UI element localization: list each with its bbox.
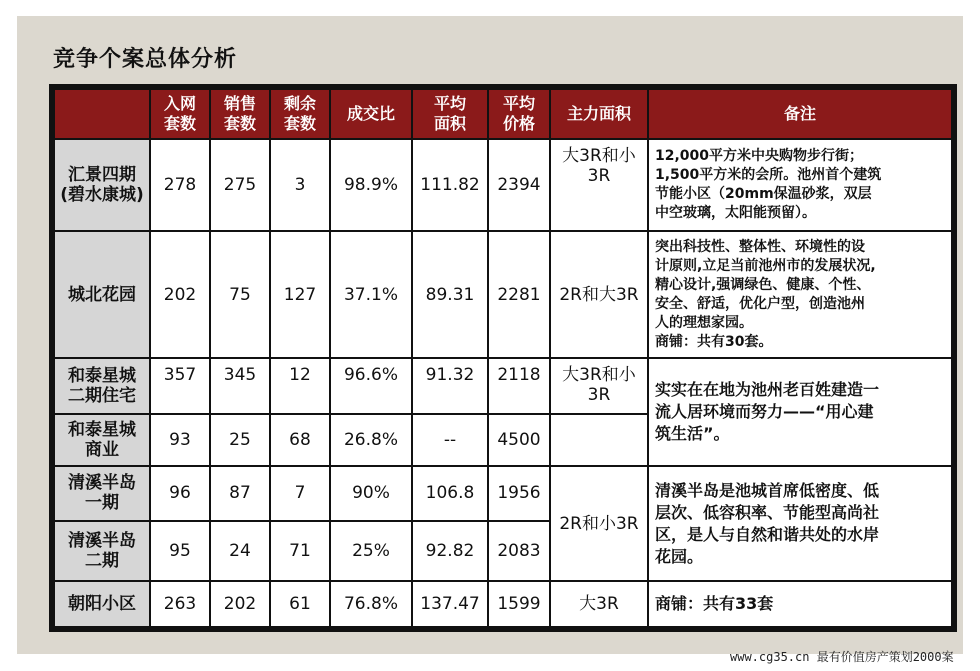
- cell-net: 96: [150, 466, 210, 520]
- cell-main-area: 大3R和小3R: [550, 139, 648, 231]
- table-row: [54, 139, 952, 231]
- header-note: 备注: [648, 89, 952, 139]
- cell-net: 263: [150, 581, 210, 627]
- cell-sold: 202: [210, 581, 270, 627]
- cell-ratio: 37.1%: [330, 231, 412, 358]
- note-line: 流人居环境而努力——“用心建: [655, 402, 874, 422]
- cell-ratio: 26.8%: [330, 414, 412, 466]
- header-left: 剩余 套数: [270, 89, 330, 139]
- cell-main-area: 大3R和小3R: [550, 358, 648, 414]
- note-line: 花园。: [655, 546, 704, 566]
- table-row: [54, 231, 952, 358]
- cell-ratio: 76.8%: [330, 581, 412, 627]
- note-line: 清溪半岛是池城首席低密度、低: [655, 480, 880, 500]
- note-line: 1,500平方米的会所。池州首个建筑: [655, 167, 882, 184]
- cell-area: 91.32: [412, 358, 488, 414]
- slide: [17, 16, 963, 654]
- table-row: [54, 358, 952, 414]
- cell-area: 137.47: [412, 581, 488, 627]
- cell-note-merged: [648, 466, 952, 580]
- cell-main-area: 大3R: [550, 581, 648, 627]
- cell-price: 2394: [488, 139, 550, 231]
- project-name: 清溪半岛 二期: [54, 521, 150, 581]
- note-line: 层次、低容积率、节能型高尚社: [655, 502, 880, 522]
- cell-area: 92.82: [412, 521, 488, 581]
- cell-area: 89.31: [412, 231, 488, 358]
- header-net: 入网 套数: [150, 89, 210, 139]
- cell-net: 93: [150, 414, 210, 466]
- project-name: 城北花园: [54, 231, 150, 358]
- cell-sold: 345: [210, 358, 270, 414]
- project-name: 汇景四期 (碧水康城): [54, 139, 150, 231]
- note-line: 12,000平方米中央购物步行街；: [655, 148, 864, 165]
- competition-table: [49, 84, 957, 632]
- project-name: 朝阳小区: [54, 581, 150, 627]
- cell-main-area-merged: 2R和小3R: [550, 466, 648, 580]
- project-name: 和泰星城 商业: [54, 414, 150, 466]
- cell-left: 3: [270, 139, 330, 231]
- cell-main-area-empty: [550, 414, 648, 466]
- cell-net: 357: [150, 358, 210, 414]
- header-area: 平均 面积: [412, 89, 488, 139]
- table-row: [54, 466, 952, 520]
- cell-price: 1599: [488, 581, 550, 627]
- table-row: [54, 581, 952, 627]
- cell-sold: 275: [210, 139, 270, 231]
- header-price: 平均 价格: [488, 89, 550, 139]
- note-line: 筑生活”。: [655, 424, 730, 444]
- cell-area: 106.8: [412, 466, 488, 520]
- note-line: 商铺：共有33套: [655, 593, 774, 613]
- project-name: 清溪半岛 一期: [54, 466, 150, 520]
- note-line: 中空玻璃，太阳能预留）。: [655, 205, 816, 222]
- cell-ratio: 25%: [330, 521, 412, 581]
- cell-left: 68: [270, 414, 330, 466]
- cell-ratio: 90%: [330, 466, 412, 520]
- cell-price: 1956: [488, 466, 550, 520]
- page-title: 竞争个案总体分析: [53, 47, 238, 72]
- cell-note: [648, 231, 952, 358]
- cell-left: 71: [270, 521, 330, 581]
- cell-main-area: 2R和大3R: [550, 231, 648, 358]
- footer-watermark: www.cg35.cn 最有价值房产策划2000案: [730, 650, 954, 664]
- cell-net: 95: [150, 521, 210, 581]
- note-line: 实实在在地为池州老百姓建造一: [655, 380, 880, 400]
- cell-sold: 25: [210, 414, 270, 466]
- header-row: [54, 89, 952, 139]
- project-name: 和泰星城 二期住宅: [54, 358, 150, 414]
- cell-left: 61: [270, 581, 330, 627]
- note-line: 节能小区（20mm保温砂浆，双层: [655, 186, 872, 203]
- cell-net: 278: [150, 139, 210, 231]
- note-line: 安全、舒适，优化户型，创造池州: [655, 295, 865, 312]
- cell-sold: 87: [210, 466, 270, 520]
- cell-ratio: 96.6%: [330, 358, 412, 414]
- cell-net: 202: [150, 231, 210, 358]
- header-main-area: 主力面积: [550, 89, 648, 139]
- cell-area: 111.82: [412, 139, 488, 231]
- note-line: 商铺：共有30套。: [655, 333, 773, 350]
- cell-price: 2118: [488, 358, 550, 414]
- note-line: 突出科技性、整体性、环境性的设: [655, 238, 865, 255]
- cell-note-merged: [648, 358, 952, 466]
- note-line: 计原则,立足当前池州市的发展状况,: [655, 257, 876, 274]
- cell-sold: 24: [210, 521, 270, 581]
- note-line: 精心设计,强调绿色、健康、个性、: [655, 276, 871, 293]
- cell-note: [648, 139, 952, 231]
- header-blank: [54, 89, 150, 139]
- cell-price: 2281: [488, 231, 550, 358]
- header-ratio: 成交比: [330, 89, 412, 139]
- cell-sold: 75: [210, 231, 270, 358]
- header-sold: 销售 套数: [210, 89, 270, 139]
- cell-ratio: 98.9%: [330, 139, 412, 231]
- cell-area: --: [412, 414, 488, 466]
- note-line: 区，是人与自然和谐共处的水岸: [655, 524, 880, 544]
- cell-price: 4500: [488, 414, 550, 466]
- cell-price: 2083: [488, 521, 550, 581]
- cell-left: 7: [270, 466, 330, 520]
- cell-left: 127: [270, 231, 330, 358]
- cell-note: [648, 581, 952, 627]
- cell-left: 12: [270, 358, 330, 414]
- note-line: 人的理想家园。: [655, 314, 753, 331]
